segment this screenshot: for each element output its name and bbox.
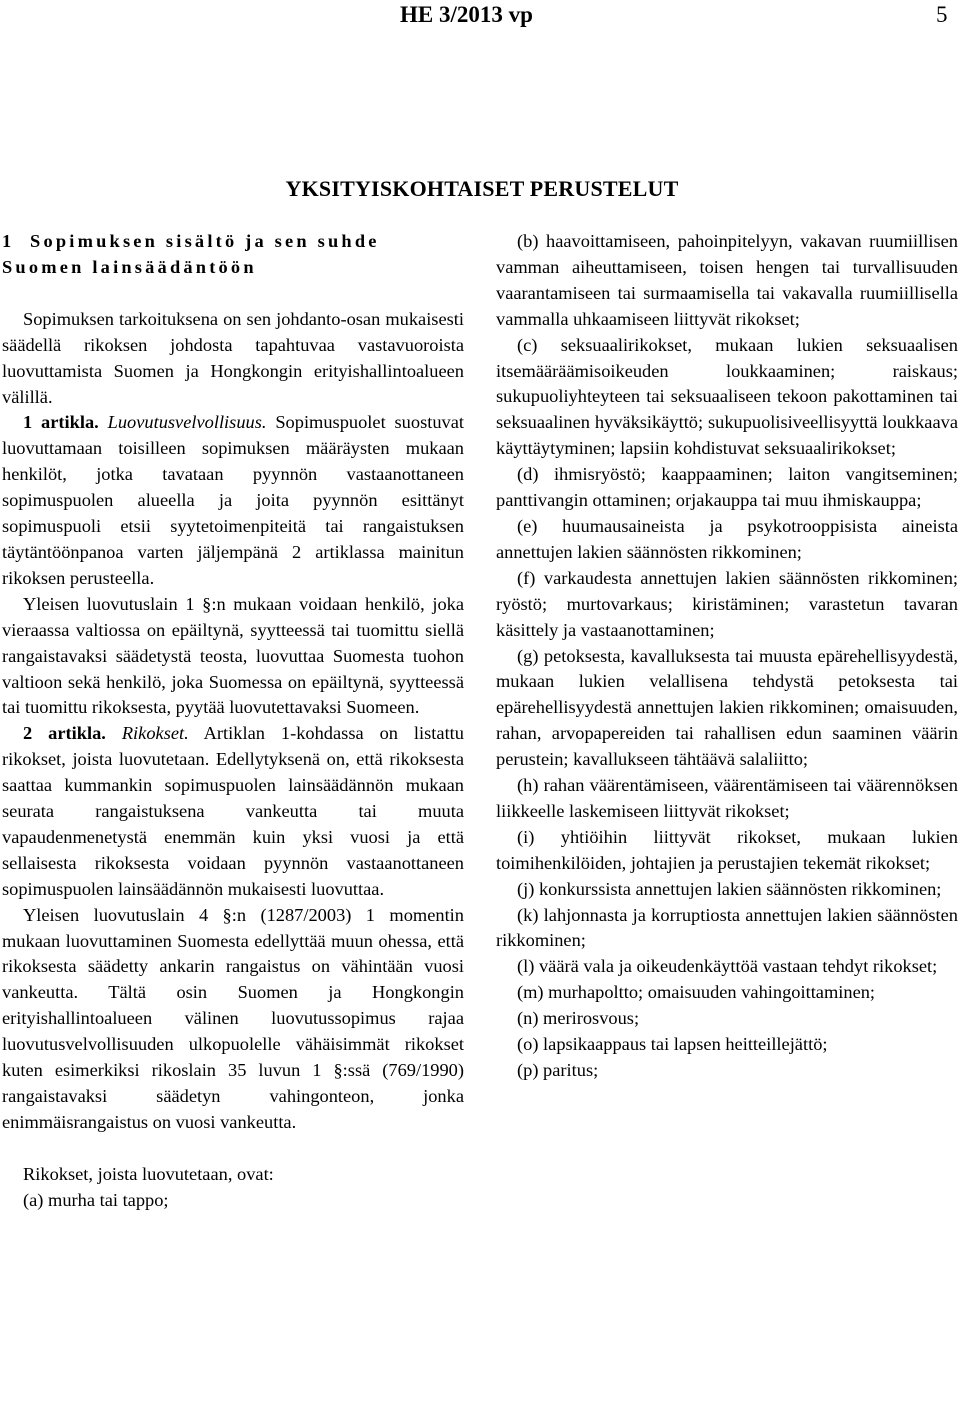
paragraph-article-2 <box>2 721 464 902</box>
list-item: (l) väärä vala ja oikeudenkäyttöä vastaan tehdyt rikokset; <box>517 956 938 977</box>
list-item: (i) yhtiöihin liittyvät rikokset, mukaan lukien toimihenkilöiden, johtajien ja perustajien tekemät rikokset; <box>496 826 958 873</box>
article-2-title: Rikokset. <box>121 723 189 744</box>
list-item: (p) paritus; <box>517 1060 599 1080</box>
article-2-label: 2 artikla. <box>23 723 106 744</box>
article-1-title: Luovutusvelvollisuus. <box>107 412 267 433</box>
list-item: (d) ihmisryöstö; kaappaaminen; laiton vangitseminen; panttivangin ottaminen; orjakauppa tai muu ihmiskauppa; <box>496 464 958 511</box>
list-item: (f) varkaudesta annettujen lakien säännösten rikkominen; ryöstö; murtovarkaus; kiristäminen; varastetun tavaran käsittely ja vastaanottaminen; <box>496 567 958 640</box>
list-item: (o) lapsikaappaus tai lapsen heitteillejättö; <box>517 1034 828 1055</box>
left-column <box>2 229 464 1214</box>
page-number: 5 <box>936 2 948 27</box>
list-item: (e) huumausaineista ja psykotrooppisista aineista annettujen lakien säännösten rikkominen; <box>496 515 958 562</box>
list-item: (j) konkurssista annettujen lakien säännösten rikkominen; <box>517 878 942 899</box>
article-1-label: 1 artikla. <box>23 412 99 433</box>
paragraph-extradition-law-1: Yleisen luovutuslain 1 §:n mukaan voidaan henkilö, joka vieraassa valtiossa on epäiltynä, syytteessä tai tuomittu siellä rangaistavaksi säädetystä teosta, luovuttaa Suomesta tuohon valtioon sekä henkilö, joka Suomessa on epäiltynä, syytteessä tai tuomittu rikoksesta, pyytää luovutettavaksi Suomeen. <box>2 593 464 718</box>
section-title: YKSITYISKOHTAISET PERUSTELUT <box>285 176 679 201</box>
chapter-heading-line1: Sopimuksen sisältö ja sen suhde <box>30 231 380 251</box>
list-item: (h) rahan väärentämiseen, väärentämiseen tai väärennöksen liikkeelle laskemiseen liittyvät rikokset; <box>496 775 958 821</box>
list-item: (n) merirosvous; <box>517 1008 640 1029</box>
document-id: HE 3/2013 vp <box>400 2 533 27</box>
paragraph-extradition-law-4: Yleisen luovutuslain 4 §:n (1287/2003) 1 momentin mukaan luovuttaminen Suomesta edellyttää muun ohessa, että rikoksesta säädetty ankarin rangaistus on vähintään vuosi vankeutta. Tältä osin Suomen ja Hongkongin erityishallintoalueen välinen luovutussopimus rajaa luovutusvelvollisuuden ulkopuolelle vähäisimmät rikokset kuten esimerkiksi rikoslain 35 luvun 1 §:ssä (769/1990) rangaistavaksi säädetyn vahingonteon, jonka enimmäisrangaistus on vuosi vankeutta. <box>2 904 464 1132</box>
list-item-a: (a) murha tai tappo; <box>23 1189 169 1210</box>
right-column <box>496 229 958 1084</box>
page-header <box>0 2 960 34</box>
paragraph-purpose: Sopimuksen tarkoituksena on sen johdanto-osan mukaisesti säädellä rikoksen johdosta tapahtuvaa vastavuoroista luovuttamista Suomen ja Hongkongin erityishallintoalueen välillä. <box>2 308 464 407</box>
chapter-heading-line2: Suomen lainsäädäntöön <box>2 256 257 277</box>
list-item: (c) seksuaalirikokset, mukaan lukien seksuaalisen itsemääräämisoikeuden loukkaaminen; raiskaus; sukupuoliyhteyteen tai seksuaaliseen tekoon pakottaminen tai seksuaalinen hyväksikäyttö; sukupuolisiveellisyyttä loukkaava käyttäytyminen; lapsiin kohdistuvat seksuaalirikokset; <box>496 334 958 459</box>
chapter-heading <box>2 229 464 281</box>
paragraph-article-1 <box>2 410 464 591</box>
chapter-number: 1 <box>2 231 15 251</box>
list-item: (k) lahjonnasta ja korruptiosta annettujen lakien säännösten rikkominen; <box>496 904 958 951</box>
article-2-text: Artiklan 1-kohdassa on listattu rikokset, joista luovutetaan. Edellytyksenä on, että rikoksesta saattaa kummankin sopimuspuolen lainsäädännön mukaan seurata rangaistuksena vankeutta tai muuta vapaudenmenetystä enemmän kuin yksi vuosi ja että sellaisesta rikoksesta voidaan pyynnön vastaanottaneen sopimuspuolen lainsäädännön mukaisesti luovuttaa. <box>2 723 464 899</box>
list-item: (g) petoksesta, kavalluksesta tai muusta epärehellisyydestä, mukaan lukien velallisena tehdystä petoksesta tai epärehellisyydestä annettujen lakien rikkominen; omaisuuden, rahan, arvopapereiden tai rahallisen edun saaminen väärin perustein; kavallukseen tähtäävä salaliitto; <box>496 645 958 770</box>
list-item: (m) murhapoltto; omaisuuden vahingoittaminen; <box>517 982 876 1003</box>
list-intro: Rikokset, joista luovutetaan, ovat: <box>23 1163 274 1184</box>
list-item: (b) haavoittamiseen, pahoinpitelyyn, vakavan ruumiillisen vamman aiheuttamiseen, toisen hengen tai turvallisuuden vaarantamiseen tai surmaamisella tai vakavalla ruumiillisella vammalla uhkaamiseen liittyvät rikokset; <box>496 231 958 329</box>
article-1-text: Sopimuspuolet suostuvat luovuttamaan toisilleen sopimuksen määräysten mukaan henkilöt, jotka tavataan pyynnön vastaanottaneen sopimuspuolen alueella ja joita pyynnön esittänyt sopimuspuoli etsii syytetoimenpiteitä tai rangaistuksen täytäntöönpanoa varten jäljempänä 2 artiklassa mainitun rikoksen perusteella. <box>2 412 464 588</box>
